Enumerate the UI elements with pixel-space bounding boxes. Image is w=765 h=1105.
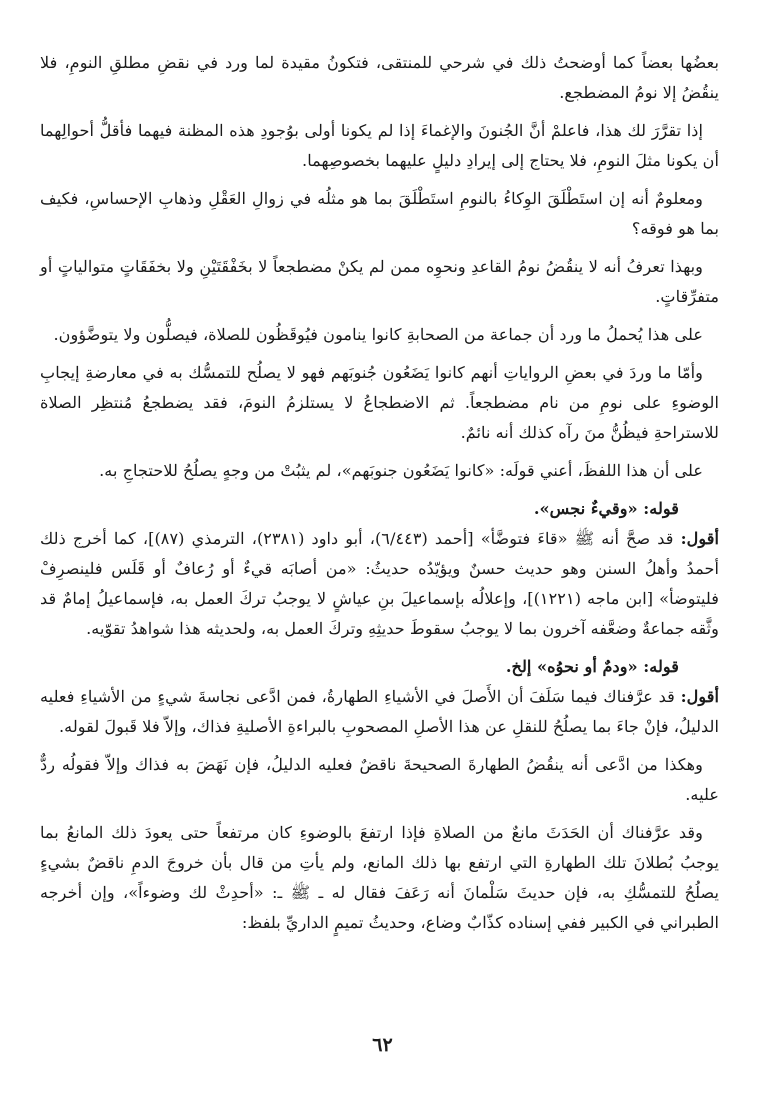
section-body-blood (40, 682, 719, 742)
section-text: قد صحَّ أنه ﷺ «قاءَ فتوضَّأ» [أحمد (٦/٤٤٣)، أبو داود (٢٣٨١)، الترمذي (٨٧)]، كما أخرج ذلك أحمدُ وأهلُ السنن وهو حديث حسنٌ ويؤيّدُه حديثُ: «من أصابَه قيءٌ أو رُعافٌ أو قَلَس فلينصرِفْ فليتوضأ» [ابن ماجه (١٢٢١)]، وإعلالُه بإسماعيلَ بنِ عياشٍ لا يوجبُ تركَ العمل به، فإسماعيلُ إمامٌ قد وثَّقه جماعةٌ وضعَّفه آخرون بما لا يوجبُ سقوطَ حديثِهِ وتركَ العمل به، ولحديثه هذا شواهدُ تقوّيه. (40, 529, 719, 638)
paragraph-2: إذا تقرَّرَ لك هذا، فاعلمْ أنَّ الجُنونَ والإغماءَ إذا لم يكونا أولى بوُجودِ هذه المظنة فيهما فأقلُّ أحوالِهما أن يكونا مثلَ النومِ، فلا يحتاج إلى إيرادِ دليلٍ عليهما بخصوصِهما. (40, 121, 719, 170)
section-label: أقول: (680, 687, 719, 706)
paragraph-9: وقد عرَّفناك أن الحَدَثَ مانعٌ من الصلاةِ فإذا ارتفعَ بالوضوءِ كان مرتفعاً حتى يعودَ ذلك المانعُ بما يوجبُ بُطلانَ تلك الطهارةِ التي ارتفع بها ذلك المانع، ولم يأتِ من قال بأن خروجَ الدمِ ناقضٌ بشيءٍ يصلُحُ للتمسُّكِ به، فإن حديثَ سَلْمانَ أنه رَعَفَ فقال له ـ ﷺ ـ: «أحدِثْ لك وضوءاً»، وإن أخرجه الطبراني في الكبير ففي إسناده كذّابٌ وضاع، وحديثُ تميمٍ الداريِّ بلفظ: (40, 823, 719, 932)
paragraph-8: وهكذا من ادَّعى أنه ينقُضُ الطهارةَ الصحيحةَ ناقضٌ فعليه الدليلُ، فإن نَهَضَ به فذاك وإلاّ فقولُه ردٌّ عليه. (40, 755, 719, 804)
section-heading-blood: قوله: «ودمٌ أو نحوُه» إلخ. (505, 657, 679, 676)
paragraph-1: بعضُها بعضاً كما أوضحتُ ذلك في شرحي للمنتقى، فتكونُ مقيدة لما ورد في نقضِ مطلقِ النومِ، فلا ينقُضُ إلا نومُ المضطجع. (40, 53, 719, 102)
paragraph-3: ومعلومٌ أنه إن استَطْلَقَ الوِكاءُ بالنومِ استَطْلَقَ بما هو مثلُه في زوالِ العَقْلِ وذهابِ الإحساسِ، فكيف بما هو فوقه؟ (40, 189, 719, 238)
section-heading-vomit: قوله: «وقيءٌ نجس». (533, 499, 679, 518)
page-number: ٦٢ (372, 1034, 393, 1056)
section-text: قد عرَّفناك فيما سَلَفَ أن الأَصلَ في الأشياءِ الطهارةُ، فمن ادَّعى نجاسةَ شيءٍ من الأشياءِ فعليه الدليلُ، فإنْ جاءَ بما يصلُحُ للنقلِ عن هذا الأصلِ المصحوبِ بالبراءةِ الأصليةِ فذاك، وإلاّ فلا قَبولَ لقوله. (40, 687, 719, 736)
paragraph-6: وأمّا ما وردَ في بعضِ الرواياتِ أنهم كانوا يَضَعُون جُنوبَهم فهو لا يصلُح للتمسُّك به في معارضةِ إيجابِ الوضوءِ على نومِ من نام مضطجعاً. ثم الاضطجاعُ لا يستلزمُ النومَ، فقد يضطجعُ مُنتظِر الصلاة للاستراحةِ فيظُنُّ منَ رآه كذلك أنه نائمٌ. (40, 363, 719, 442)
paragraph-5: على هذا يُحملُ ما ورد أن جماعة من الصحابةِ كانوا ينامون فيُوقَظُون للصلاة، فيصلُّون ولا يتوضَّؤون. (53, 325, 703, 344)
paragraph-7: على أن هذا اللفظَ، أعني قولَه: «كانوا يَضَعُون جنوبَهم»، لم يثبُتْ من وجهٍ يصلُحُ للاحتجاجِ به. (99, 461, 703, 480)
section-body-vomit (40, 524, 719, 644)
section-label: أقول: (680, 529, 719, 548)
paragraph-4: وبهذا تعرفُ أنه لا ينقُضُ نومُ القاعدِ ونحوِه ممن لم يكنْ مضطجعاً لا بخَفْقَتَيْنِ ولا بخفَقَاتٍ متوالياتٍ أو متفرِّقاتٍ. (40, 257, 719, 306)
